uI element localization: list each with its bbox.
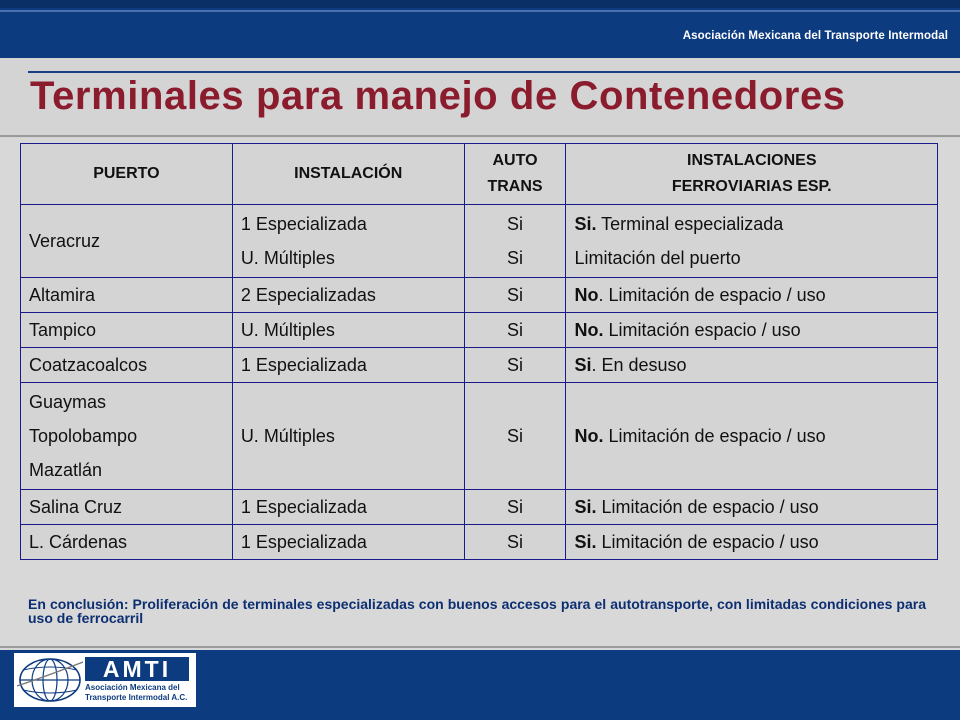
ferro-status: Si.	[574, 532, 597, 552]
terminals-table-container	[20, 143, 938, 560]
auto-text: Si	[507, 248, 524, 268]
puerto-text: Salina Cruz	[29, 497, 123, 517]
logo-subtitle-line1: Asociación Mexicana del	[85, 683, 180, 692]
table-row	[21, 348, 938, 383]
auto-text: Si	[507, 497, 524, 517]
cell-puerto	[21, 313, 233, 348]
table-row	[21, 278, 938, 313]
header-puerto: PUERTO	[21, 144, 233, 205]
table-row	[21, 490, 938, 525]
cell-puerto	[21, 490, 233, 525]
ferro-detail: Limitación espacio / uso	[603, 320, 801, 340]
puerto-text: Coatzacoalcos	[29, 355, 148, 375]
ferro-line	[574, 313, 937, 347]
ferro-detail: Limitación de espacio / uso	[596, 532, 819, 552]
table-body	[21, 205, 938, 560]
auto-text: Si	[507, 285, 524, 305]
puerto-text: Tampico	[29, 320, 97, 340]
cell-instalacion	[232, 525, 464, 560]
instalacion-text: U. Múltiples	[240, 248, 335, 268]
header-instalacion: INSTALACIÓN	[232, 144, 464, 205]
ferro-line	[574, 490, 937, 524]
auto-text: Si	[507, 426, 524, 446]
cell-auto	[464, 313, 566, 348]
ferro-line	[574, 419, 937, 453]
table-header-row	[21, 144, 938, 205]
instalacion-text: 1 Especializada	[240, 532, 367, 552]
ferro-status: Si.	[574, 214, 597, 234]
cell-ferro	[566, 205, 938, 278]
ferro-status: Si	[574, 355, 592, 375]
globe-icon	[17, 656, 83, 704]
instalacion-text: 1 Especializada	[240, 214, 367, 234]
title-divider-top	[28, 71, 960, 73]
cell-instalacion	[232, 383, 464, 490]
footer-divider	[0, 646, 960, 648]
cell-puerto	[21, 383, 233, 490]
ferro-line	[574, 348, 937, 382]
auto-text: Si	[507, 355, 524, 375]
header-ferro-line1: INSTALACIONES	[687, 152, 817, 169]
ferro-status: No.	[574, 426, 604, 446]
cell-ferro	[566, 348, 938, 383]
table-row	[21, 205, 938, 278]
puerto-text: Topolobampo	[29, 426, 138, 446]
header-auto-line1: AUTO	[492, 152, 538, 169]
instalacion-text: 2 Especializadas	[240, 285, 376, 305]
cell-instalacion	[232, 205, 464, 278]
ferro-detail: . En desuso	[591, 355, 687, 375]
cell-puerto	[21, 525, 233, 560]
cell-instalacion	[232, 313, 464, 348]
header-ferro-line2: FERROVIARIAS ESP.	[671, 178, 832, 195]
puerto-text: Altamira	[29, 285, 96, 305]
cell-ferro	[566, 383, 938, 490]
title-divider-bottom	[0, 135, 960, 137]
banner-stripe	[0, 0, 960, 8]
instalacion-text: U. Múltiples	[240, 426, 335, 446]
ferro-status: No.	[574, 320, 604, 340]
cell-instalacion	[232, 278, 464, 313]
cell-puerto	[21, 278, 233, 313]
auto-text: Si	[507, 214, 524, 234]
instalacion-text: 1 Especializada	[240, 497, 367, 517]
ferro-detail: Limitación de espacio / uso	[603, 426, 826, 446]
instalacion-text: U. Múltiples	[240, 320, 335, 340]
cell-instalacion	[232, 348, 464, 383]
logo-amti-wordmark: AMTI	[85, 657, 189, 681]
ferro-status: Si.	[574, 497, 597, 517]
auto-text: Si	[507, 320, 524, 340]
organization-name: Asociación Mexicana del Transporte Intermodal	[682, 30, 948, 42]
table-row	[21, 525, 938, 560]
ferro-line	[574, 207, 937, 241]
cell-ferro	[566, 525, 938, 560]
cell-auto	[464, 490, 566, 525]
banner-accent-line	[0, 10, 960, 12]
page-title: Terminales para manejo de Contenedores	[30, 74, 846, 118]
puerto-text: Guaymas	[29, 392, 107, 412]
cell-puerto	[21, 348, 233, 383]
ferro-status: No	[574, 285, 599, 305]
cell-ferro	[566, 278, 938, 313]
header-ferroviarias	[566, 144, 938, 205]
cell-auto	[464, 278, 566, 313]
puerto-text: Veracruz	[29, 231, 101, 251]
ferro-line	[574, 278, 937, 312]
header-auto-trans	[464, 144, 566, 205]
ferro-detail: Terminal especializada	[596, 214, 784, 234]
logo-subtitle-line2: Transporte Intermodal A.C.	[85, 693, 188, 702]
table-row	[21, 313, 938, 348]
top-banner	[0, 0, 960, 58]
cell-auto	[464, 525, 566, 560]
conclusion-text: En conclusión: Proliferación de terminales especializadas con buenos accesos para el autotransporte, con limitadas condiciones para uso de ferrocarril	[28, 596, 926, 626]
header-auto-line2: TRANS	[487, 178, 543, 195]
cell-instalacion	[232, 490, 464, 525]
ferro-detail: Limitación de espacio / uso	[596, 497, 819, 517]
auto-text: Si	[507, 532, 524, 552]
cell-auto	[464, 383, 566, 490]
puerto-text: L. Cárdenas	[29, 532, 128, 552]
ferro-detail: Limitación del puerto	[574, 248, 741, 268]
cell-ferro	[566, 490, 938, 525]
ferro-detail: . Limitación de espacio / uso	[598, 285, 826, 305]
cell-auto	[464, 348, 566, 383]
ferro-line	[574, 525, 937, 559]
cell-ferro	[566, 313, 938, 348]
cell-puerto	[21, 205, 233, 278]
cell-auto	[464, 205, 566, 278]
terminals-table	[20, 143, 938, 560]
puerto-text: Mazatlán	[29, 460, 103, 480]
instalacion-text: 1 Especializada	[240, 355, 367, 375]
ferro-line	[574, 241, 937, 275]
table-row	[21, 383, 938, 490]
amti-logo	[14, 653, 196, 707]
